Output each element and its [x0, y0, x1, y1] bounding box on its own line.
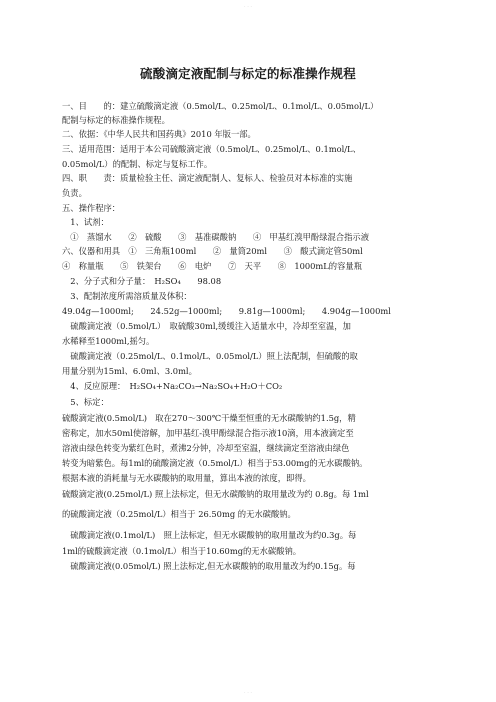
text-line: 硫酸滴定液（0.25mol/L、0.1mol/L、0.05mol/L）照上法配制，但硫酸的取: [62, 351, 358, 361]
text-line: 4、反应原理： H₂SO₄+Na₂CO₃→Na₂SO₄+H₂O＋CO₂: [62, 381, 283, 391]
text-line: 转变为暗紫色。每1ml的硫酸滴定液（0.5mol/L）相当于53.00mg的无水碳酸钠。: [62, 458, 368, 468]
text-line: 负责。: [62, 188, 87, 198]
text-line: 根据本液的消耗量与无水碳酸钠的取用量，算出本液的浓度，即得。: [62, 473, 311, 483]
text-line: ① 蒸馏水 ② 硫酸 ③ 基准碳酸钠 ④ 甲基红溴甲酚绿混合指示液: [62, 232, 369, 242]
text-line: 用量分别为15ml、6.0ml、3.0ml。: [62, 366, 197, 376]
text-line: 六、仪器和用具 ① 三角瓶100ml ② 量筒20ml ③ 酸式滴定管50ml: [62, 246, 363, 256]
text-line: 五、操作程序：: [62, 203, 121, 213]
text-line: 硫酸滴定液(0.05mol/L) 照上法标定,但无水碳酸钠的取用量改为约0.15g。每: [62, 561, 356, 571]
text-line: 硫酸滴定液(0.5mol/L) 取在270～300℃干燥至恒重的无水碳酸钠约1.5g，精: [62, 413, 356, 423]
text-line: 1、试剂：: [62, 217, 109, 227]
text-line: ④ 称量瓶 ⑤ 铁架台 ⑥ 电炉 ⑦ 天平 ⑧ 1000mL的容量瓶: [62, 261, 362, 271]
text-line: 的硫酸滴定液（0.25mol/L）相当于 26.50mg 的无水碳酸钠。: [62, 509, 296, 519]
text-line: 硫酸滴定液(0.1mol/L) 照上法标定，但无水碳酸钠的取用量改为约0.3g。每: [62, 530, 357, 540]
text-line: 硫酸滴定液（0.5mol/L） 取硫酸30ml,缓缓注入适量水中，冷却至室温，加: [62, 321, 351, 331]
text-line: 溶液由绿色转变为紫红色时，煮沸2分钟，冷却至室温，继续滴定至溶液由绿色: [62, 443, 350, 453]
text-line: 四、职 责：质量检验主任、滴定液配制人、复标人、检验员对本标准的实施: [62, 173, 353, 183]
text-line: 一、目 的：建立硫酸滴定液（0.5mol/L、0.25mol/L、0.1mol/L、0.05mol/L）: [62, 101, 379, 111]
text-line: 2、分子式和分子量： H₂SO₄ 98.08: [62, 276, 222, 286]
text-line: 1ml的硫酸滴定液（0.1mol/L）相当于10.60mg的无水碳酸钠。: [62, 546, 302, 556]
text-line: 密称定，加水50ml使溶解，加甲基红-溴甲酚绿混合指示液10滴，用本液滴定至: [62, 428, 354, 438]
text-line: 配制与标定的标准操作规程。: [62, 115, 170, 125]
text-line: 5、标定：: [62, 397, 109, 407]
text-line: 0.05mol/L）的配制、标定与复标工作。: [62, 159, 213, 169]
document-title: 硫酸滴定液配制与标定的标准操作规程: [140, 66, 356, 81]
page-footer-mark: · · ·: [244, 690, 252, 696]
text-line: 3、配制浓度所需溶质量及体积：: [62, 291, 192, 301]
text-line: 硫酸滴定液(0.25mol/L) 照上法标定，但无水碳酸钠的取用量改为约 0.8g。每 1ml: [62, 489, 369, 499]
text-line: 三、适用范围：适用于本公司硫酸滴定液（0.5mol/L、0.25mol/L、0.1mol/L、: [62, 144, 361, 154]
text-line: 49.04g—1000ml; 24.52g—1000ml; 9.81g—1000ml; 4.904g—1000ml: [62, 306, 391, 316]
text-line: 水稀释至1000ml,摇匀。: [62, 336, 155, 346]
page-header-mark: · · ·: [244, 4, 252, 10]
text-line: 二、依据：《中华人民共和国药典》2010 年版一部。: [62, 129, 256, 139]
